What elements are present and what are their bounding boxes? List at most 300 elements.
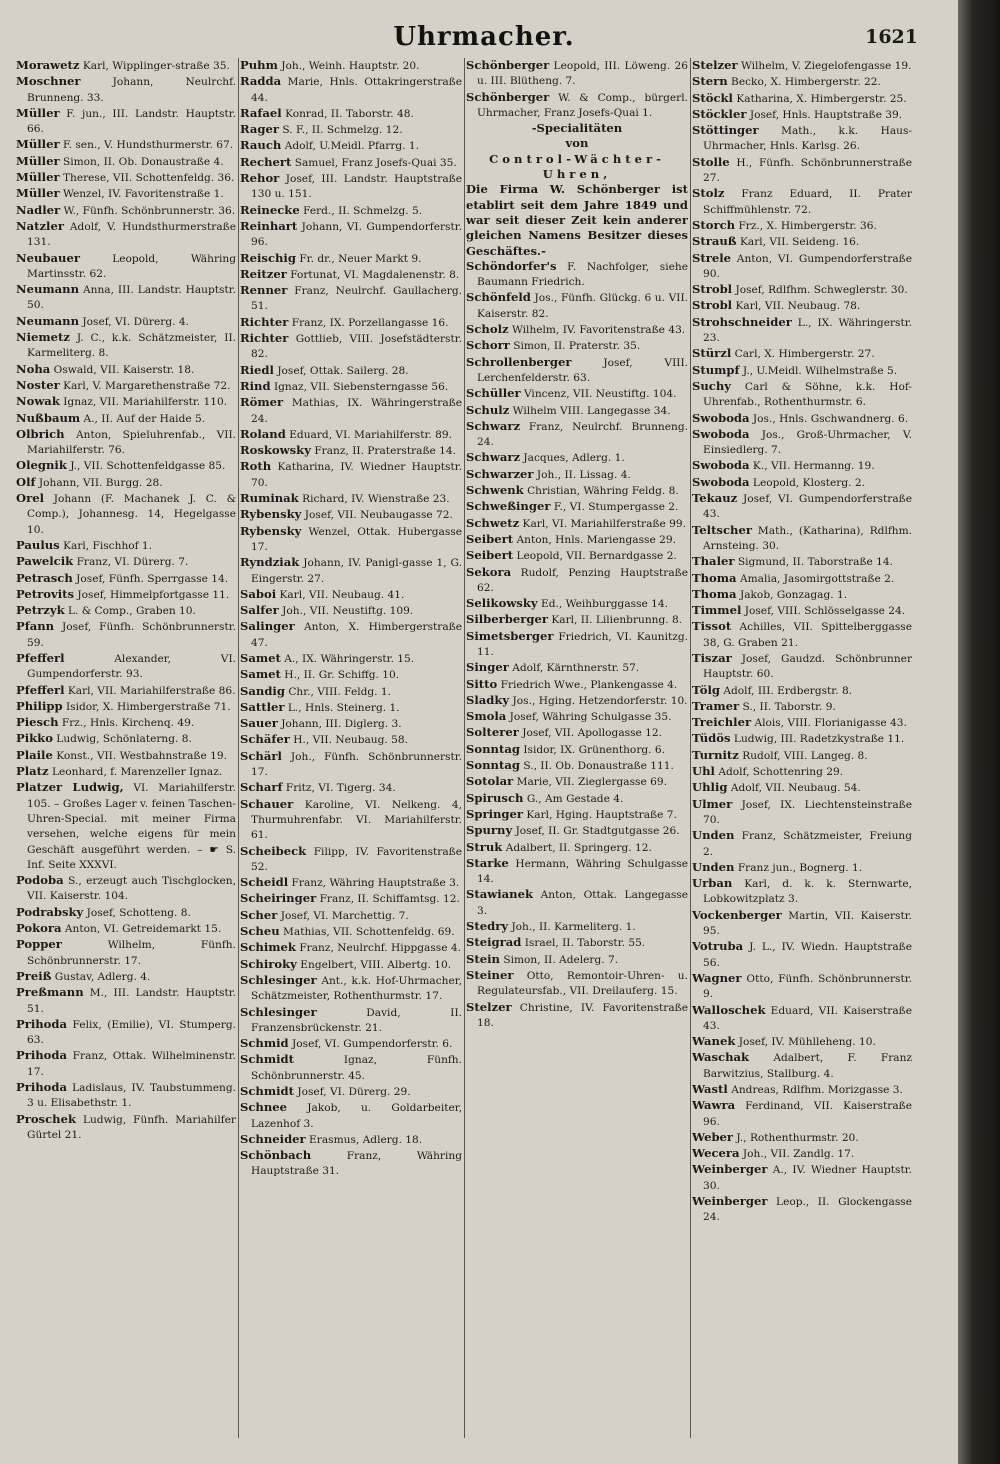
entry-details: Andreas, Rdlfhm. Morizgasse 3. [731,1084,903,1096]
entry-name: Scheibeck [240,843,307,858]
entry-name: Turnitz [692,747,739,762]
directory-entry [466,386,688,402]
entry-name: Platz [16,764,49,779]
entry-name: Neubauer [16,250,80,265]
entry-name: Noster [16,377,60,392]
directory-entry [692,1098,912,1130]
entry-details: M., III. Landstr. Hauptstr. 51. [27,987,236,1015]
entry-name: Strohschneider [692,314,792,329]
directory-entry [692,379,912,411]
book-binding-edge [958,0,1000,1464]
directory-entry [466,742,688,758]
entry-details: Karl, VI. Mariahilferstraße 99. [522,517,686,530]
directory-column-2 [240,58,462,1458]
entry-details: Samuel, Franz Josefs-Quai 35. [294,156,457,169]
directory-entry [240,732,462,748]
entry-details: Joh., Weinh. Hauptstr. 20. [281,60,420,72]
entry-details: Anton, X. Himbergerstraße 47. [251,621,462,649]
entry-details: Friedrich, VI. Kaunitzg. 11. [477,630,688,658]
entry-name: Schneider [240,1131,306,1146]
directory-entry [466,403,688,419]
entry-name: Selikowsky [466,596,538,611]
entry-details: Sigmund, II. Taborstraße 14. [737,556,893,569]
entry-details: Adolf, Schottenring 29. [718,766,844,779]
directory-entry [466,774,688,790]
directory-entry [16,491,236,538]
entry-details: Chr., VIII. Feldg. 1. [288,685,392,698]
entry-details: Anton, Ottak. Langegasse 3. [477,889,688,917]
entry-name: Timmel [692,603,742,618]
entry-details: Josef, VII. Apollogasse 12. [522,727,663,740]
directory-entry [240,1005,462,1037]
entry-details: Josef, Gaudzd. Schönbrunner Hauptstr. 60. [703,652,912,681]
entry-name: Scholz [466,322,509,337]
directory-entry [466,467,688,483]
entry-name: Samet [240,667,281,682]
entry-name: Stöckler [692,106,747,121]
entry-name: Noha [16,361,51,376]
entry-name: Stelzer [692,58,738,72]
directory-entry [16,458,236,474]
entry-details: Josef, IX. Liechtensteinstraße 70. [703,798,912,826]
entry-details: Karl, VII. Neubaug. 78. [735,300,861,313]
entry-details: Karl, Wipplinger-straße 35. [82,60,230,72]
entry-details: Adolf, U.Meidl. Pfarrg. 1. [284,140,420,153]
directory-entry [466,660,688,676]
directory-entry [240,891,462,907]
entry-details: Adalbert, II. Springerg. 12. [505,841,652,854]
directory-entry [692,715,912,731]
directory-entry [466,548,688,564]
directory-entry [16,314,236,330]
entry-name: Treichler [692,715,752,730]
directory-entry [692,523,912,555]
directory-entry [692,764,912,780]
entry-name: Thaler [692,554,735,569]
entry-details: W., Fünfh. Schönbrunnerstr. 36. [63,204,236,217]
entry-name: Schlesinger [240,1004,317,1019]
directory-entry [240,395,462,427]
entry-name: Schönbach [240,1148,312,1163]
entry-name: Pfann [16,619,55,634]
directory-entry [16,203,236,219]
directory-entry [692,155,912,187]
directory-entry [466,856,688,888]
entry-name: Moschner [16,74,81,89]
entry-details: Ferd., II. Schmelzg. 5. [303,204,423,217]
entry-details: Adalbert, F. Franz Barwitzius, Stallburg. 4. [703,1052,912,1080]
entry-name: Stedry [466,919,509,934]
entry-details: Christian, Währing Feldg. 8. [527,485,679,498]
entry-name: Tissot [692,619,732,634]
entry-name: Prihoda [16,1016,68,1031]
directory-entry [692,458,912,474]
directory-entry [240,122,462,138]
directory-entry [692,58,912,74]
entry-name: Philipp [16,698,63,713]
directory-entry [692,1050,912,1082]
directory-entry [692,74,912,90]
entry-name: Stöckl [692,90,733,105]
entry-details: Josef, Hnls. Hauptstraße 39. [749,108,903,121]
directory-entry [16,985,236,1017]
entry-details: Wilhelm VIII. Langegasse 34. [512,404,671,417]
entry-name: Schnee [240,1100,288,1115]
directory-entry [692,491,912,523]
entry-name: Olegnik [16,458,67,473]
entry-details: Josef, Himmelpfortgasse 11. [77,588,230,601]
entry-name: Schönberger [466,89,550,104]
entry-name: Scheidl [240,875,289,890]
entry-name: Popper [16,937,62,952]
directory-entry [240,749,462,781]
directory-entry [692,1194,912,1226]
entry-details: Math., k.k. Haus-Uhrmacher, Hnls. Karlsg. 26. [703,125,912,153]
directory-entry [466,629,688,661]
entry-details: Ludwig, Schönlaterng. 8. [56,733,192,746]
entry-name: Silberberger [466,612,548,627]
entry-name: Springer [466,806,524,821]
entry-name: Stolle [692,154,730,169]
entry-details: Ignaz, VII. Mariahilferstr. 110. [63,396,228,409]
entry-details: Rudolf, Penzing Hauptstraße 62. [477,566,688,594]
entry-name: Natzler [16,218,64,233]
entry-name: Wecera [692,1146,740,1161]
entry-details: Frz., Hnls. Kirchenq. 49. [61,717,195,730]
directory-entry [16,905,236,921]
directory-entry [16,731,236,747]
entry-name: Vockenberger [692,907,782,922]
entry-name: Müller [16,186,60,201]
entry-name: Sauer [240,716,278,731]
entry-name: Ulmer [692,796,733,811]
entry-details: Franz, Neulrchf. Gaullacherg. 51. [251,285,462,313]
entry-details: Franz, Schätzmeister, Freiung 2. [703,830,912,858]
entry-name: Stöttinger [692,123,759,138]
entry-name: Swoboda [692,458,750,473]
directory-entry [466,565,688,597]
entry-details: Ladislaus, IV. Taubstummeng. 3 u. Elisabethstr. 1. [27,1082,236,1110]
entry-details: Leonhard, f. Marenzeller Ignaz. [51,766,223,779]
entry-details: Adolf, Kärnthnerstr. 57. [512,662,640,675]
entry-details: Becko, X. Himbergerstr. 22. [731,76,881,89]
directory-entry [16,282,236,314]
entry-name: Rager [240,122,280,137]
column-divider [690,58,691,1438]
directory-entry [466,791,688,807]
entry-details: Math., (Katharina), Rdlfhm. Arnsteing. 30. [703,524,912,552]
entry-name: Seibert [466,548,514,563]
directory-entry [692,363,912,379]
directory-entry [692,186,912,218]
entry-name: Stawianek [466,887,533,902]
entry-name: Storch [692,217,736,232]
entry-details: F. sen., V. Hundsthurmerstr. 67. [62,139,234,152]
entry-details: J. C., k.k. Schätzmeister, II. Karmeliterg. 8. [27,332,236,360]
entry-name: Römer [240,395,284,410]
entry-name: Stein [466,951,500,966]
directory-entry [16,106,236,138]
entry-details: Richard, IV. Wienstraße 23. [302,493,450,506]
entry-details: Franz, VI. Dürerg. 7. [76,556,189,569]
directory-entry [466,612,688,628]
directory-entry [16,1017,236,1049]
entry-name: Schmidt [240,1084,294,1098]
entry-details: Josef, Rdlfhm. Schweglerstr. 30. [735,284,908,297]
entry-details: Jos., Fünfh. Glückg. 6 u. VII. Kaiserstr. 82. [477,292,688,320]
entry-details: H., VII. Neubaug. 58. [293,734,408,747]
entry-name: Stürzl [692,346,732,361]
entry-details: Franz, Neulrchf. Brunneng. 24. [477,420,688,449]
entry-name: Puhm [240,58,278,72]
directory-entry [16,764,236,780]
entry-name: Tiszar [692,650,732,665]
entry-details: S., II. Taborstr. 9. [742,700,836,713]
entry-name: Tüdös [692,731,731,746]
entry-name: Schönberger [466,58,550,72]
entry-name: Schärl [240,748,282,763]
directory-entry [16,748,236,764]
directory-entry [240,973,462,1005]
entry-details: J. L., IV. Wiedn. Hauptstraße 56. [703,941,912,969]
entry-details: Ignaz, Fünfh. Schönbrunnerstr. 45. [251,1054,462,1082]
entry-details: Katharina, X. Himbergerstr. 25. [736,92,907,105]
directory-entry [240,524,462,556]
entry-details: Josef, Ottak. Sailerg. 28. [277,364,409,377]
entry-details: Josef, VIII. Lerchenfelderstr. 63. [477,356,688,384]
specialty-notice-line: Control-Wächter- [489,151,665,166]
directory-entry [240,155,462,171]
directory-entry [240,700,462,716]
directory-entry [466,259,688,291]
directory-entry [466,290,688,322]
entry-details: Franz, IX. Porzellangasse 16. [291,316,449,329]
directory-entry [466,1000,688,1032]
entry-details: Joh., VII. Zandlg. 17. [742,1148,855,1161]
page-title: Uhrmacher. [393,22,575,52]
entry-details: Franz, Währing Hauptstraße 3. [291,877,460,890]
entry-name: Saboi [240,586,277,601]
entry-name: Teltscher [692,522,752,537]
entry-name: Platzer Ludwig, [16,780,124,795]
entry-name: Schönfeld [466,290,531,305]
entry-details: Karl, Fischhof 1. [63,539,153,552]
directory-entry [692,603,912,619]
entry-details: Franz jun., Bognerg. 1. [737,861,863,874]
directory-entry [16,921,236,937]
entry-details: A., IV. Wiedner Hauptstr. 30. [703,1164,912,1192]
entry-details: Karl, VII. Mariahilferstraße 86. [67,684,236,697]
entry-name: Ruminak [240,491,299,506]
entry-name: Stolz [692,186,725,201]
entry-details: Alois, VIII. Florianigasse 43. [754,717,907,730]
entry-name: Preßmann [16,985,84,1000]
entry-details: Katharina, IV. Wiedner Hauptstr. 70. [251,461,462,489]
entry-details: Adolf, III. Erdbergstr. 8. [723,684,853,697]
entry-name: Podoba [16,873,64,888]
directory-entry [692,1162,912,1194]
entry-name: Salinger [240,619,295,634]
entry-details: Anton, VI. Gumpendorferstraße 90. [703,252,912,280]
entry-name: Schulz [466,402,510,417]
entry-name: Schwetz [466,515,520,530]
entry-name: Sekora [466,564,512,579]
directory-entry [240,459,462,491]
entry-details: Josef, IV. Mühlleheng. 10. [738,1036,876,1049]
directory-entry [16,251,236,283]
directory-entry [240,651,462,667]
directory-entry [466,709,688,725]
directory-entry [240,283,462,315]
entry-name: Sattler [240,699,285,714]
entry-name: Unden [692,859,735,874]
entry-details: Joh., VII. Neustiftg. 109. [282,605,414,618]
directory-entry [692,1003,912,1035]
column-divider [464,58,465,1438]
directory-entry [16,571,236,587]
entry-details: Anton, Hnls. Mariengasse 29. [516,533,676,546]
directory-entry [240,603,462,619]
directory-entry [692,587,912,603]
entry-name: Strauß [692,234,737,249]
entry-details: Mathias, VII. Schottenfeldg. 69. [283,926,455,939]
entry-details: Fortunat, VI. Magdalenenstr. 8. [290,268,460,281]
directory-entry [466,758,688,774]
entry-name: Müller [16,137,60,152]
entry-details: Ludwig, Fünfh. Mariahilfer Gürtel 21. [27,1113,236,1141]
directory-column-3 [466,58,688,1458]
entry-name: Schweßinger [466,499,551,514]
entry-name: Rind [240,378,271,393]
directory-entry [16,394,236,410]
entry-name: Thoma [692,570,737,585]
entry-name: Rybensky [240,507,302,522]
entry-details: Karoline, VI. Nelkeng. 4, Thurmuhrenfabr. VI. Mariahilferstr. 61. [251,798,462,842]
directory-entry [240,667,462,683]
entry-details: Wilhelm, Fünfh. Schönbrunnerstr. 17. [27,939,236,967]
entry-details: Anton, VI. Getreidemarkt 15. [64,923,222,936]
directory-entry [240,716,462,732]
entry-name: Spirusch [466,790,524,805]
entry-name: Seibert [466,531,514,546]
directory-entry [240,940,462,956]
entry-details: Franz, Ottak. Wilhelminenstr. 17. [27,1050,236,1078]
entry-details: Oswald, VII. Kaiserstr. 18. [53,363,195,376]
entry-details: Simon, II. Ob. Donaustraße 4. [62,155,224,168]
entry-details: Josef, II. Gr. Stadtgutgasse 26. [515,825,680,838]
entry-name: Scharf [240,780,283,795]
entry-name: Paulus [16,537,60,552]
directory-entry [240,780,462,796]
entry-name: Strobl [692,282,733,297]
entry-details: Joh., II. Karmeliterg. 1. [511,921,636,934]
entry-name: Richter [240,314,289,329]
entry-name: Strobl [692,298,733,313]
entry-details: Leopold, III. Löweng. 26 u. III. Blütheng. 7. [477,60,688,88]
directory-entry [692,475,912,491]
entry-name: Schwarzer [466,466,534,481]
entry-details: Fritz, VI. Tigerg. 34. [285,782,396,795]
directory-entry [692,797,912,829]
directory-entry [466,693,688,709]
entry-name: Pokora [16,921,62,936]
entry-name: Sladky [466,692,510,707]
entry-details: Jakob, u. Goldarbeiter, Lazenhof 3. [251,1102,462,1130]
entry-details: Karl, II. Lilienbrunng. 8. [551,614,683,627]
entry-name: Nowak [16,394,60,409]
entry-details: David, II. Franzensbrückenstr. 21. [251,1006,462,1034]
entry-details: F., VI. Stumpergasse 2. [553,501,679,514]
entry-name: Wanek [692,1034,736,1049]
directory-entry [692,876,912,908]
entry-details: Felix, (Emilie), VI. Stumperg. 63. [27,1018,236,1047]
page-number: 1621 [865,26,918,48]
directory-entry [16,587,236,603]
entry-details: Johann, VI. Gumpendorferstr. 96. [251,220,462,249]
entry-details: Joh., II. Lissag. 4. [536,468,631,481]
entry-name: Votruba [692,939,744,954]
directory-entry [466,516,688,532]
entry-name: Proschek [16,1111,76,1126]
entry-name: Petrovits [16,586,75,601]
entry-name: Nadler [16,202,61,217]
directory-entry [16,362,236,378]
entry-name: Sitto [466,676,498,691]
directory-entry [466,419,688,451]
entry-details: Marie, VII. Zieglergasse 69. [516,776,667,789]
entry-name: Schiroky [240,956,297,971]
entry-details: VI. Mariahilferstr. 105. – Großes Lager v. feinen Taschen-Uhren-Special. mit meiner Firma versehen, welche eigens für mein Geschäft ausgeführt werden. – ☛ S. Inf. Seite XXXVI. [27,782,236,871]
entry-details: Jos., Groß-Uhrmacher, V. Einsiedlerg. 7. [703,428,912,457]
entry-name: Schöndorfer's [466,258,557,273]
entry-details: Carl & Söhne, k.k. Hof-Uhrenfab., Rothenthurmstr. 6. [703,380,912,409]
entry-details: Eduard, VI. Mariahilferstr. 89. [289,428,452,441]
entry-name: Petrasch [16,570,73,585]
entry-details: Josef, Fünfh. Sperrgasse 14. [76,572,229,585]
directory-entry [692,251,912,283]
entry-name: Stelzer [466,999,512,1014]
directory-entry [240,908,462,924]
entry-details: Marie, Hnls. Ottakringerstraße 44. [251,76,462,104]
entry-name: Singer [466,660,509,675]
directory-entry [692,1146,912,1162]
entry-name: Richter [240,331,289,346]
directory-entry [466,823,688,839]
entry-name: Roland [240,426,286,441]
entry-name: Starke [466,855,509,870]
entry-details: Wenzel, Ottak. Hubergasse 17. [251,525,462,553]
directory-entry [466,887,688,919]
entry-name: Petrzyk [16,603,65,618]
entry-details: Josef, Fünfh. Schönbrunnerstr. 59. [27,621,236,649]
entry-details: Ignaz, VII. Siebensterngasse 56. [273,380,449,393]
entry-name: Smola [466,709,507,724]
entry-details: Israel, II. Taborstr. 55. [524,937,646,950]
entry-name: Wawra [692,1098,736,1113]
directory-entry [692,282,912,298]
entry-name: Weinberger [692,1194,768,1209]
entry-name: Schimek [240,940,296,955]
entry-name: Stumpf [692,362,740,377]
entry-details: Karl, Hging. Hauptstraße 7. [526,808,677,821]
entry-details: Konst., VII. Westbahnstraße 19. [56,749,227,762]
directory-entry [692,571,912,587]
directory-entry [240,315,462,331]
entry-name: Steiner [466,967,514,982]
directory-entry [692,234,912,250]
directory-entry [240,875,462,891]
entry-details: Adolf, VII. Neubaug. 54. [730,782,861,795]
